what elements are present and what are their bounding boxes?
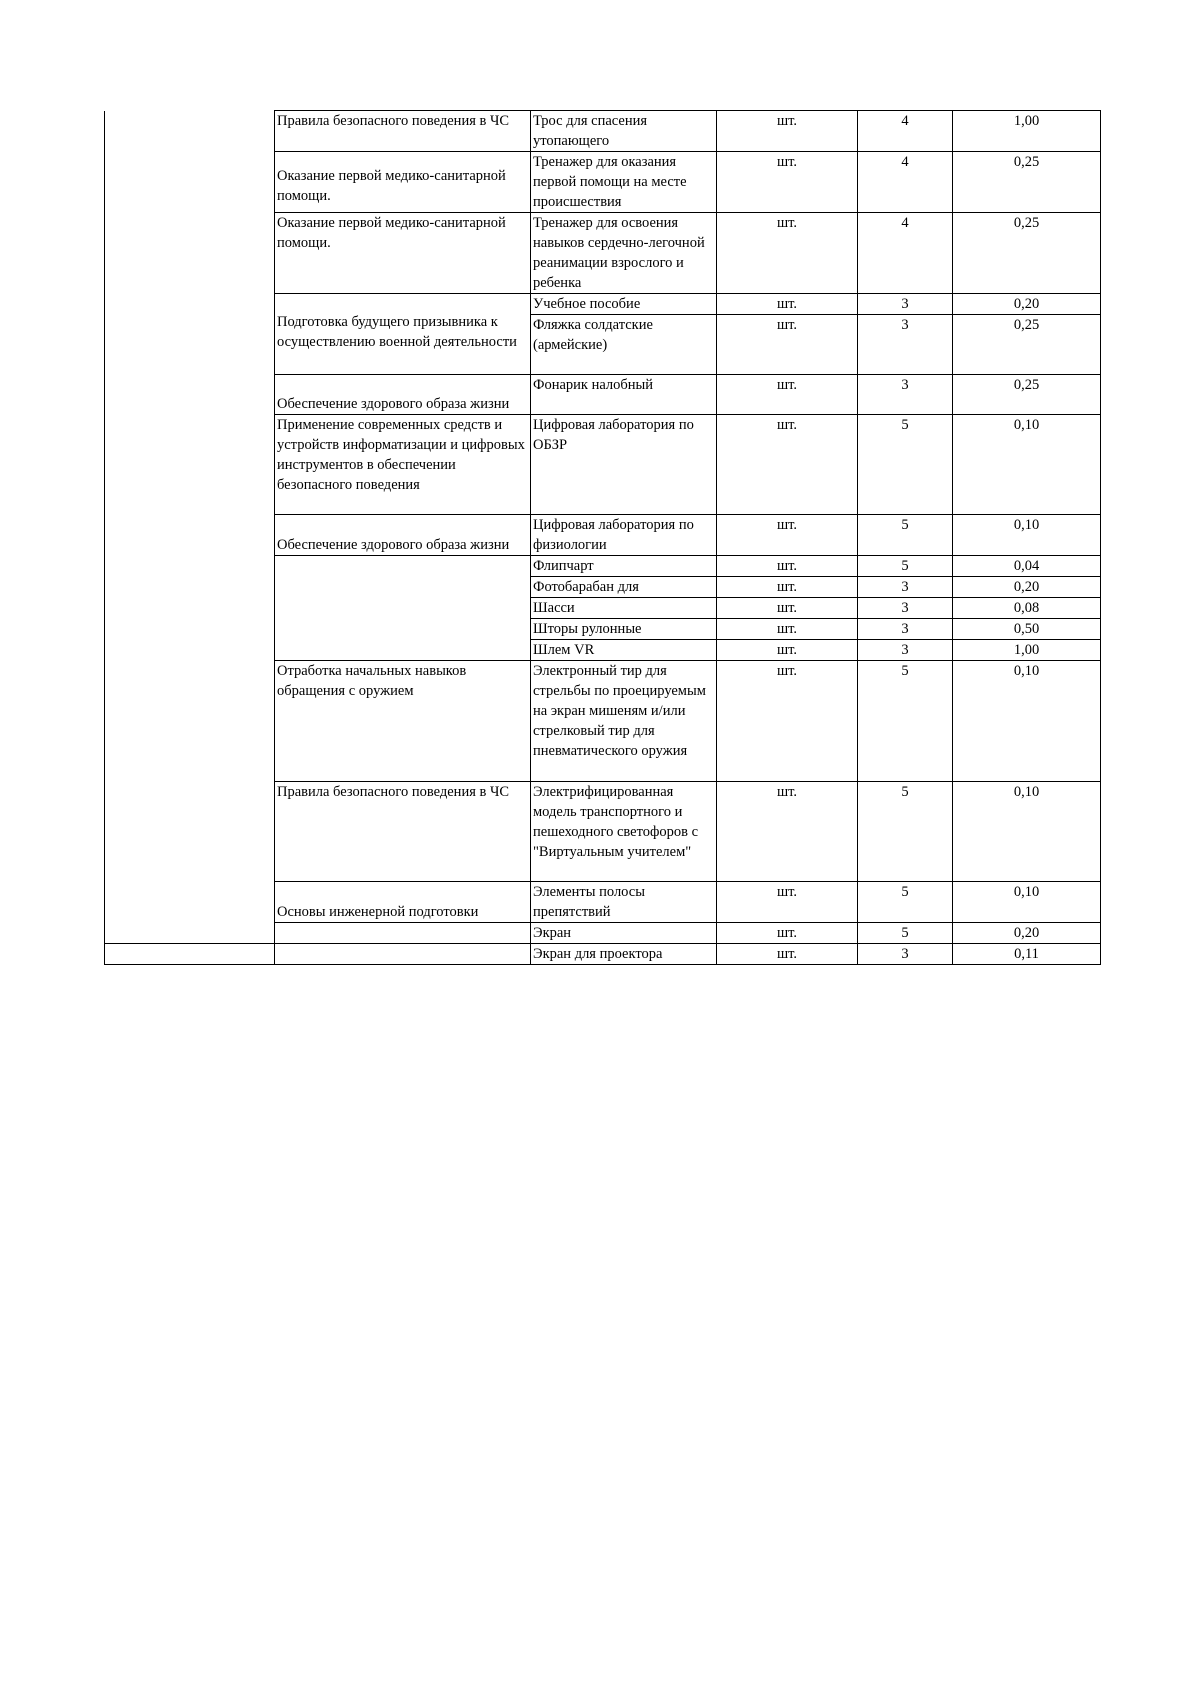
rate-cell: 1,00 xyxy=(953,111,1101,152)
table-row xyxy=(105,640,1101,661)
rate-cell: 1,00 xyxy=(953,640,1101,661)
table-row xyxy=(105,152,1101,213)
table-cell-blank xyxy=(105,152,275,213)
topic-cell: Оказание первой медико-санитарной помощи. xyxy=(275,152,531,213)
table-row xyxy=(105,577,1101,598)
item-cell: Фляжка солдатские (армейские) xyxy=(531,315,717,375)
topic-cell xyxy=(275,294,531,375)
table-cell-blank xyxy=(105,661,275,782)
table-row xyxy=(105,515,1101,556)
unit-cell: шт. xyxy=(717,375,858,415)
table-row xyxy=(105,661,1101,782)
unit-cell: шт. xyxy=(717,944,858,965)
rate-cell: 0,11 xyxy=(953,944,1101,965)
qty-cell: 5 xyxy=(858,923,953,944)
item-cell: Фотобарабан для xyxy=(531,577,717,598)
table-cell-blank xyxy=(105,415,275,515)
item-cell: Шасси xyxy=(531,598,717,619)
item-cell: Экран xyxy=(531,923,717,944)
rate-cell: 0,10 xyxy=(953,782,1101,882)
unit-cell: шт. xyxy=(717,152,858,213)
topic-text: Подготовка будущего призывника к осуществлению военной деятельности xyxy=(277,314,517,350)
topic-cell-empty xyxy=(275,923,531,944)
item-cell: Электрифицированная модель транспортного и пешеходного светофоров с "Виртуальным учителем" xyxy=(531,782,717,882)
table-cell-blank xyxy=(105,556,275,577)
table-cell-blank xyxy=(105,944,275,965)
item-cell: Флипчарт xyxy=(531,556,717,577)
item-cell: Трос для спасения утопающего xyxy=(531,111,717,152)
table-cell-blank xyxy=(105,923,275,944)
topic-cell: Правила безопасного поведения в ЧС xyxy=(275,782,531,882)
table-row xyxy=(105,213,1101,294)
table-cell-blank xyxy=(105,782,275,882)
unit-cell: шт. xyxy=(717,415,858,515)
rate-cell: 0,10 xyxy=(953,882,1101,923)
topic-cell: Оказание первой медико-санитарной помощи. xyxy=(275,213,531,294)
rate-cell: 0,50 xyxy=(953,619,1101,640)
table-cell-blank xyxy=(105,619,275,640)
unit-cell: шт. xyxy=(717,213,858,294)
item-cell: Фонарик налобный xyxy=(531,375,717,415)
table-row xyxy=(105,944,1101,965)
unit-cell: шт. xyxy=(717,661,858,782)
rate-cell: 0,10 xyxy=(953,415,1101,515)
table-cell-blank xyxy=(105,315,275,375)
table-cell-blank xyxy=(105,577,275,598)
table-cell-blank xyxy=(105,375,275,415)
item-cell: Цифровая лаборатория по ОБЗР xyxy=(531,415,717,515)
rate-cell: 0,20 xyxy=(953,923,1101,944)
qty-cell: 5 xyxy=(858,415,953,515)
unit-cell: шт. xyxy=(717,882,858,923)
unit-cell: шт. xyxy=(717,782,858,882)
topic-cell: Основы инженерной подготовки xyxy=(275,882,531,923)
qty-cell: 5 xyxy=(858,515,953,556)
rate-cell: 0,25 xyxy=(953,315,1101,375)
item-cell: Учебное пособие xyxy=(531,294,717,315)
item-cell: Тренажер для оказания первой помощи на месте происшествия xyxy=(531,152,717,213)
topic-cell: Отработка начальных навыков обращения с оружием xyxy=(275,661,531,782)
unit-cell: шт. xyxy=(717,577,858,598)
topic-cell: Обеспечение здорового образа жизни xyxy=(275,375,531,415)
table-cell-blank xyxy=(105,640,275,661)
table-row xyxy=(105,598,1101,619)
equipment-table xyxy=(104,110,1101,965)
rate-cell: 0,08 xyxy=(953,598,1101,619)
unit-cell: шт. xyxy=(717,556,858,577)
table-row xyxy=(105,882,1101,923)
qty-cell: 3 xyxy=(858,619,953,640)
item-cell: Цифровая лаборатория по физиологии xyxy=(531,515,717,556)
table-cell-blank xyxy=(105,515,275,556)
rate-cell: 0,04 xyxy=(953,556,1101,577)
item-cell: Электронный тир для стрельбы по проецируемым на экран мишеням и/или стрелковый тир для пневматического оружия xyxy=(531,661,717,782)
table-cell-blank xyxy=(105,882,275,923)
unit-cell: шт. xyxy=(717,598,858,619)
qty-cell: 4 xyxy=(858,111,953,152)
unit-cell: шт. xyxy=(717,111,858,152)
table-cell-blank xyxy=(105,111,275,152)
unit-cell: шт. xyxy=(717,640,858,661)
qty-cell: 4 xyxy=(858,213,953,294)
qty-cell: 3 xyxy=(858,315,953,375)
table-row xyxy=(105,111,1101,152)
topic-cell: Применение современных средств и устройств информатизации и цифровых инструментов в обеспечении безопасного поведения xyxy=(275,415,531,515)
unit-cell: шт. xyxy=(717,923,858,944)
unit-cell: шт. xyxy=(717,619,858,640)
rate-cell: 0,25 xyxy=(953,213,1101,294)
rate-cell: 0,25 xyxy=(953,375,1101,415)
topic-cell-empty xyxy=(275,944,531,965)
qty-cell: 3 xyxy=(858,640,953,661)
item-cell: Тренажер для освоения навыков сердечно-легочной реанимации взрослого и ребенка xyxy=(531,213,717,294)
topic-cell: Правила безопасного поведения в ЧС xyxy=(275,111,531,152)
table-cell-blank xyxy=(105,598,275,619)
rate-cell: 0,20 xyxy=(953,294,1101,315)
table-row xyxy=(105,619,1101,640)
table-row xyxy=(105,294,1101,315)
unit-cell: шт. xyxy=(717,294,858,315)
item-cell: Шторы рулонные xyxy=(531,619,717,640)
table-row xyxy=(105,315,1101,375)
qty-cell: 5 xyxy=(858,782,953,882)
rate-cell: 0,10 xyxy=(953,661,1101,782)
qty-cell: 3 xyxy=(858,944,953,965)
topic-cell-empty xyxy=(275,556,531,661)
unit-cell: шт. xyxy=(717,315,858,375)
item-cell: Экран для проектора xyxy=(531,944,717,965)
qty-cell: 5 xyxy=(858,556,953,577)
table-cell-blank xyxy=(105,213,275,294)
qty-cell: 5 xyxy=(858,882,953,923)
qty-cell: 4 xyxy=(858,152,953,213)
table-cell-blank xyxy=(105,294,275,315)
rate-cell: 0,10 xyxy=(953,515,1101,556)
item-cell: Шлем VR xyxy=(531,640,717,661)
qty-cell: 3 xyxy=(858,294,953,315)
topic-cell: Обеспечение здорового образа жизни xyxy=(275,515,531,556)
table-row xyxy=(105,556,1101,577)
qty-cell: 3 xyxy=(858,375,953,415)
table-row xyxy=(105,782,1101,882)
table-row xyxy=(105,375,1101,415)
table-row xyxy=(105,415,1101,515)
table-row xyxy=(105,923,1101,944)
item-cell: Элементы полосы препятствий xyxy=(531,882,717,923)
rate-cell: 0,20 xyxy=(953,577,1101,598)
qty-cell: 3 xyxy=(858,598,953,619)
qty-cell: 5 xyxy=(858,661,953,782)
unit-cell: шт. xyxy=(717,515,858,556)
qty-cell: 3 xyxy=(858,577,953,598)
rate-cell: 0,25 xyxy=(953,152,1101,213)
